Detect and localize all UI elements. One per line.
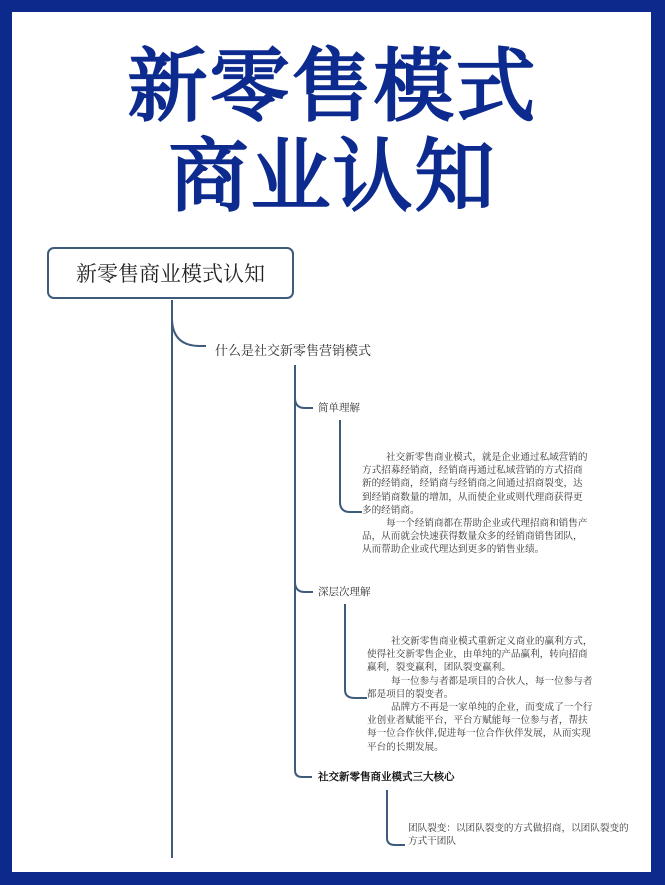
paragraph: 社交新零售商业模式重新定义商业的赢利方式，使得社交新零售企业，由单纯的产品赢利，转向招商赢利，裂变赢利，团队裂变赢利。: [367, 636, 593, 674]
mindmap-node-what-is: 什么是社交新零售营销模式: [215, 344, 372, 359]
paragraph: 每一位参与者都是项目的合伙人，每一位参与者都是项目的裂变者。: [367, 675, 593, 700]
connector-deep-text: [345, 604, 367, 698]
paragraph: 品牌方不再是一家单纯的企业，而变成了一个行业创业者赋能平台，平台方赋能每一位参与者，帮扶每一位合作伙伴,促进每一位合作伙伴发展，从而实现平台的长期发展。: [367, 702, 593, 753]
mindmap-node-core: 社交新零售商业模式三大核心: [318, 771, 455, 783]
page-title-line1: 新零售模式: [127, 39, 538, 133]
connector-level2-trunk: [295, 365, 312, 777]
connector-level1: [172, 318, 206, 346]
simple-understanding-text: [362, 451, 592, 557]
connector-simple: [295, 398, 313, 408]
mindmap-root-node: 新零售商业模式认知: [47, 247, 294, 299]
mindmap-node-deep: 深层次理解: [318, 586, 371, 598]
connector-deep: [295, 582, 313, 592]
paragraph: 每一个经销商都在帮助企业或代理招商和销售产品，从而就会快速获得数量众多的经销商销售团队，从而帮助企业或代理达到更多的销售业绩。: [362, 518, 588, 556]
core-item-team-fission: 团队裂变：以团队裂变的方式做招商，以团队裂变的方式干团队: [408, 823, 629, 848]
paragraph: 社交新零售商业模式，就是企业通过私域营销的方式招募经销商，经销商再通过私域营销的方式招商新的经销商，经销商与经销商之间通过招商裂变，达到经销商数量的增加，从而使企业或则代理商获得更多的经销商。: [362, 452, 588, 516]
connector-simple-text: [340, 420, 362, 512]
connector-core-text: [387, 790, 405, 845]
deep-understanding-text: [367, 635, 597, 754]
mindmap-node-simple: 简单理解: [318, 402, 360, 414]
page-title-line2: 商业认知: [168, 129, 497, 223]
